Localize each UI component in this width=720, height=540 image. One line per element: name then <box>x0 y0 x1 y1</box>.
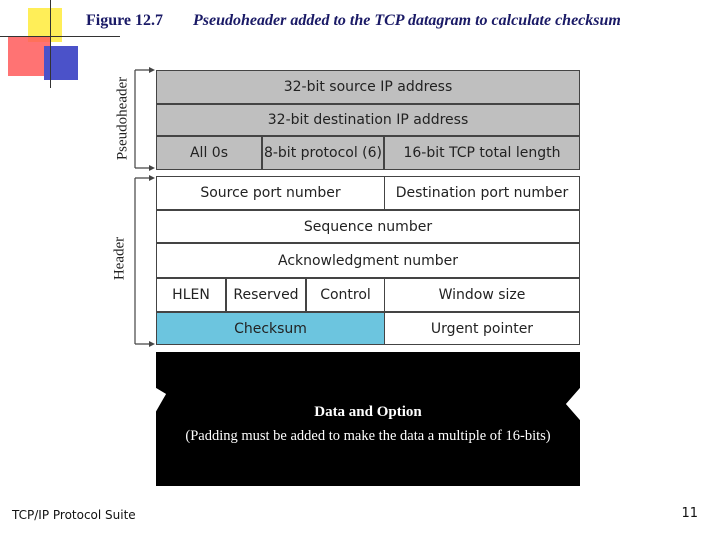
data-title: Data and Option <box>314 404 422 420</box>
tcp-total-length-field: 16-bit TCP total length <box>384 136 580 170</box>
figure-number: Figure 12.7 <box>86 12 164 29</box>
destination-ip-field: 32-bit destination IP address <box>156 104 580 136</box>
figure-caption: Pseudoheader added to the TCP datagram to calculate checksum <box>193 12 621 29</box>
footer-suite: TCP/IP Protocol Suite <box>12 508 136 522</box>
source-ip-field: 32-bit source IP address <box>156 70 580 104</box>
all-zeros-field: All 0s <box>156 136 262 170</box>
destination-port-field: Destination port number <box>384 176 580 210</box>
hlen-field: HLEN <box>156 278 226 312</box>
sequence-number-field: Sequence number <box>156 210 580 243</box>
page-number: 11 <box>681 506 698 521</box>
urgent-pointer-field: Urgent pointer <box>384 312 580 345</box>
checksum-field: Checksum <box>156 312 385 345</box>
header-side-label: Header <box>111 236 128 281</box>
reserved-field: Reserved <box>226 278 306 312</box>
window-size-field: Window size <box>384 278 580 312</box>
source-port-field: Source port number <box>156 176 385 210</box>
acknowledgment-number-field: Acknowledgment number <box>156 243 580 278</box>
protocol-field: 8-bit protocol (6) <box>262 136 384 170</box>
control-field: Control <box>306 278 385 312</box>
data-subtitle: (Padding must be added to make the data a multiple of 16-bits) <box>185 428 551 444</box>
pseudoheader-side-label: Pseudoheader <box>114 76 131 161</box>
